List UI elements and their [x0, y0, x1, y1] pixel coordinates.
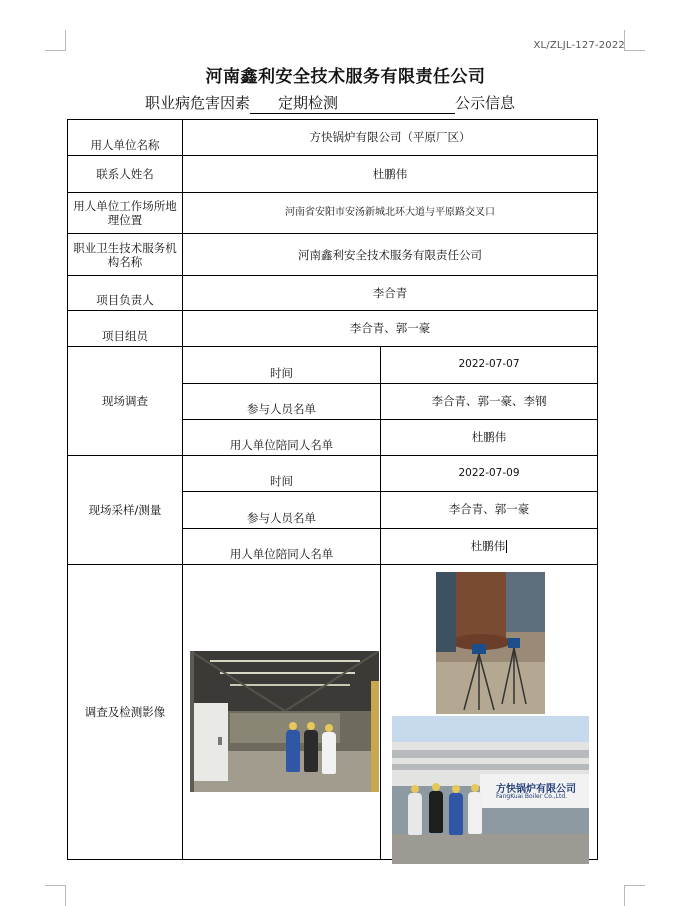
table-row — [68, 456, 598, 492]
location-label: 用人单位工作场所地理位置 — [68, 193, 183, 234]
location-value[interactable]: 河南省安阳市安汤新城北环大道与平原路交叉口 — [183, 193, 598, 234]
text-cursor — [506, 540, 507, 553]
person-head — [452, 785, 460, 793]
survey-participants-label: 参与人员名单 — [183, 384, 381, 420]
person-figure — [286, 730, 300, 772]
building-sign-text: 方快锅炉有限公司 — [496, 784, 576, 795]
sampling-escort-label: 用人单位陪同人名单 — [183, 529, 381, 565]
person-figure — [304, 730, 318, 772]
person-figure — [322, 732, 336, 774]
person-figure — [449, 793, 463, 835]
factory-interior-image — [190, 651, 379, 792]
person-figure — [468, 792, 482, 834]
survey-escort-label: 用人单位陪同人名单 — [183, 420, 381, 456]
photo-building-exterior[interactable] — [392, 716, 589, 864]
members-label: 项目组员 — [68, 311, 183, 347]
subtitle-prefix: 职业病危害因素 — [145, 94, 251, 112]
members-value[interactable]: 李合青、郭一豪 — [183, 311, 598, 347]
survey-time-value[interactable]: 2022-07-07 — [381, 347, 598, 384]
images-label: 调查及检测影像 — [68, 565, 183, 860]
leader-value[interactable]: 李合青 — [183, 276, 598, 311]
contact-value[interactable]: 杜鹏伟 — [183, 156, 598, 193]
table-row — [68, 156, 598, 193]
crop-mark-top-left — [45, 30, 66, 51]
sampling-escort-cell[interactable] — [381, 529, 598, 565]
contact-label: 联系人姓名 — [68, 156, 183, 193]
table-row — [68, 193, 598, 234]
sampling-equipment-image — [436, 572, 545, 714]
survey-time-label: 时间 — [183, 347, 381, 384]
survey-label: 现场调查 — [68, 347, 183, 456]
table-row — [68, 276, 598, 311]
photo-sampling-equipment[interactable] — [436, 572, 545, 714]
page-subtitle — [145, 92, 515, 114]
subtitle-fill-blank[interactable]: 定期检测 — [250, 92, 455, 114]
sampling-time-label: 时间 — [183, 456, 381, 492]
employer-label: 用人单位名称 — [68, 120, 183, 156]
photo-factory-interior[interactable] — [190, 651, 379, 792]
person-figure — [429, 791, 443, 833]
sampling-time-value[interactable]: 2022-07-09 — [381, 456, 598, 492]
agency-value[interactable]: 河南鑫利安全技术服务有限责任公司 — [183, 234, 598, 276]
person-head — [411, 785, 419, 793]
sampling-participants-value[interactable]: 李合青、郭一豪 — [381, 492, 598, 529]
crop-mark-bottom-left — [45, 885, 66, 906]
leader-label: 项目负责人 — [68, 276, 183, 311]
person-head — [432, 783, 440, 791]
subtitle-suffix: 公示信息 — [455, 94, 516, 112]
person-head — [325, 724, 333, 732]
person-figure — [408, 793, 422, 835]
survey-escort-value[interactable]: 杜鹏伟 — [381, 420, 598, 456]
person-head — [289, 722, 297, 730]
building-sign-subtext: FangKuai Boiler Co.,Ltd. — [496, 793, 568, 800]
employer-value[interactable]: 方快锅炉有限公司（平原厂区） — [183, 120, 598, 156]
table-row — [68, 347, 598, 384]
agency-label: 职业卫生技术服务机构名称 — [68, 234, 183, 276]
page-title: 河南鑫利安全技术服务有限责任公司 — [205, 67, 486, 87]
sampling-label: 现场采样/测量 — [68, 456, 183, 565]
person-head — [307, 722, 315, 730]
table-row — [68, 120, 598, 156]
survey-participants-value[interactable]: 李合青、郭一豪、李钢 — [381, 384, 598, 420]
document-number: XL/ZLJL-127-2022 — [533, 40, 625, 51]
crop-mark-top-right — [624, 30, 645, 51]
person-head — [471, 784, 479, 792]
crop-mark-bottom-right — [624, 885, 645, 906]
table-row — [68, 311, 598, 347]
sampling-participants-label: 参与人员名单 — [183, 492, 381, 529]
table-row — [68, 234, 598, 276]
sampling-escort-value: 杜鹏伟 — [470, 539, 506, 553]
